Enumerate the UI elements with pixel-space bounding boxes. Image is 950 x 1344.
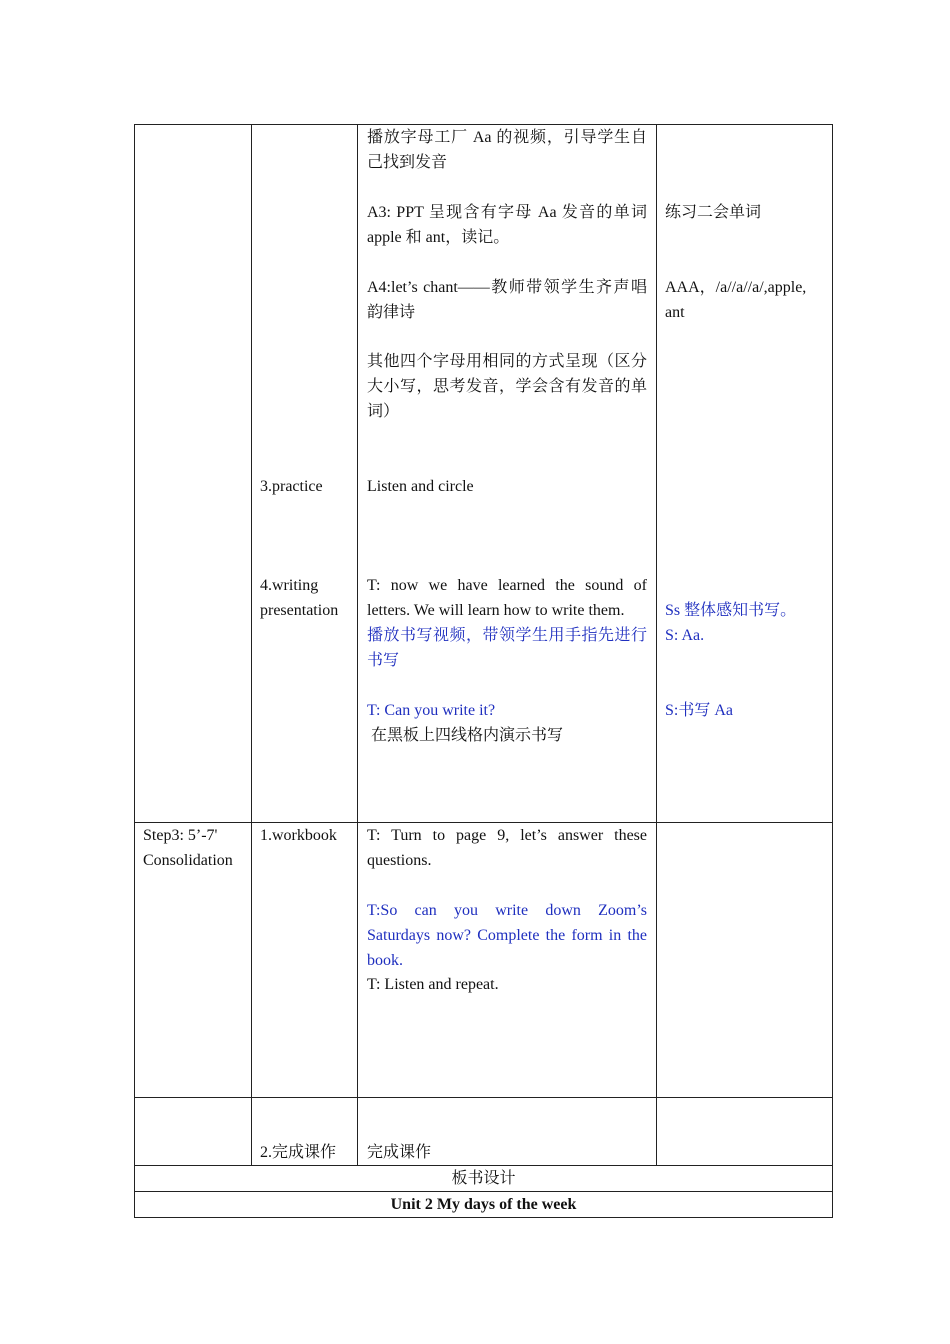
substep-homework: 2.完成课作	[260, 1144, 337, 1161]
teacher-activity-homework: 完成课作	[367, 1144, 432, 1161]
teacher-activity-learned-sound: T: now we have learned the sound of letters. We will learn how to write them.	[367, 577, 647, 619]
teacher-activity-can-you-write: T: Can you write it?	[367, 702, 496, 719]
teacher-activity-listen-repeat: T: Listen and repeat.	[367, 976, 499, 993]
row-divider-homework	[134, 1097, 833, 1098]
substep-practice: 3.practice	[260, 478, 323, 495]
table-right-border	[832, 124, 833, 1218]
student-activity-say-aa: S: Aa.	[665, 627, 705, 644]
teacher-activity-video: 播放字母工厂 Aa 的视频，引导学生自己找到发音	[367, 129, 647, 171]
student-activity-perceive-writing: Ss 整体感知书写。	[665, 602, 797, 619]
teacher-activity-writing-video: 播放书写视频，带领学生用手指先进行书写	[367, 627, 647, 669]
teacher-activity-other-letters: 其他四个字母用相同的方式呈现（区分大小写，思考发音，学会含有发音的单词）	[367, 353, 647, 420]
column-divider-3	[656, 124, 657, 1166]
substep-writing-presentation: 4.writing presentation	[260, 577, 339, 619]
column-divider-2	[357, 124, 358, 1166]
teacher-activity-a3: A3: PPT 呈现含有字母 Aa 发音的单词 apple 和 ant，读记。	[367, 204, 647, 246]
teacher-activity-listen-circle: Listen and circle	[367, 478, 474, 495]
teacher-activity-write-saturdays: T:So can you write down Zoom’s Saturdays now? Complete the form in the book.	[367, 902, 647, 969]
student-activity-practice-words: 练习二会单词	[665, 204, 762, 221]
substep-workbook: 1.workbook	[260, 827, 337, 844]
step-consolidation: Step3: 5’-7' Consolidation	[143, 827, 233, 869]
column-divider-1	[251, 124, 252, 1166]
teacher-activity-blackboard: 在黑板上四线格内演示书写	[367, 727, 564, 744]
table-left-border	[134, 124, 135, 1218]
board-design-header: 板书设计	[451, 1170, 516, 1187]
teacher-activity-turn-page: T: Turn to page 9, let’s answer these questions.	[367, 827, 647, 869]
table-bottom-border	[134, 1217, 833, 1218]
teacher-activity-a4: A4:let’s chant——教师带领学生齐声唱韵律诗	[367, 279, 647, 321]
student-activity-write-aa: S:书写 Aa	[665, 702, 734, 719]
board-design-title: Unit 2 My days of the week	[390, 1196, 577, 1213]
student-activity-chant: AAA，/a//a//a/,apple, ant	[665, 279, 807, 321]
